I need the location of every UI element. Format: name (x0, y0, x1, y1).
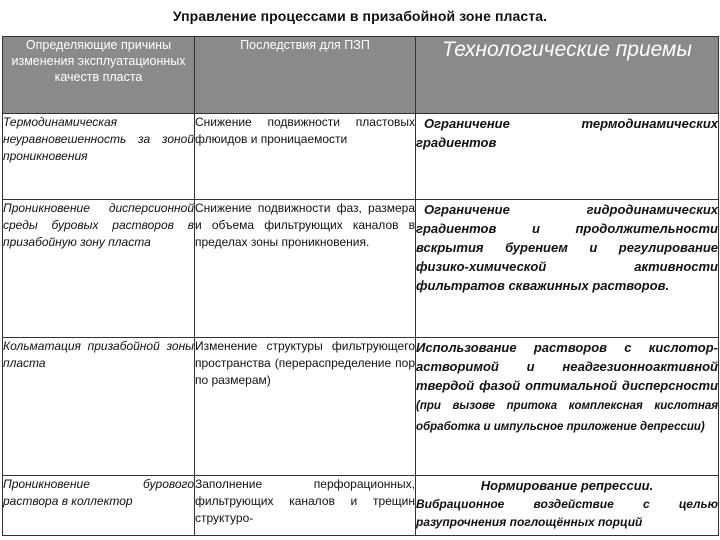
cause-cell: Проникновение дисперсионной среды буровых растворов в призабойную зону пласта (3, 200, 195, 338)
header-methods: Технологические приемы (416, 37, 719, 114)
method-text: Нормирование репрессии. (480, 478, 654, 493)
method-cell (416, 338, 719, 476)
consequence-cell: Изменение структуры фильтрующего пространства (перераспределение пор по размерам) (195, 338, 416, 476)
table-row (3, 476, 719, 536)
consequence-cell: Заполнение перфорационных, фильтрующих каналов и трещин структуро- (195, 476, 416, 536)
table-row (3, 114, 719, 200)
header-row (3, 37, 719, 114)
method-text: Ограничение термодинамических градиентов (416, 116, 718, 150)
table-row (3, 338, 719, 476)
method-text: Ограничение гидродинамических градиентов и продолжительности вскрытия бурением и регулирование физико-химической активности фильтратов скважинных растворов. (416, 202, 718, 293)
cause-cell: Кольматация призабойной зоны пласта (3, 338, 195, 476)
header-causes: Определяющие причины изменения эксплуатационных качеств пласта (3, 37, 195, 114)
consequence-cell: Снижение подвижности пластовых флюидов и проницаемости (195, 114, 416, 200)
method-cell (416, 200, 719, 338)
method-cell (416, 114, 719, 200)
method-note: Вибрационное воздействие с целью разупрочнения поглощённых порций (416, 497, 718, 529)
process-table (2, 36, 719, 536)
method-note: (при вызове притока комплексная кислотная обработка и импульсное приложение депрессии) (416, 400, 718, 433)
page-title: Управление процессами в призабойной зоне пласта. (172, 8, 548, 24)
cause-cell: Термодинамическая неуравновешенность за зоной проникновения (3, 114, 195, 200)
cause-cell: Проникновение бурового раствора в коллектор (3, 476, 195, 536)
method-cell (416, 476, 719, 536)
consequence-cell: Снижение подвижности фаз, размера и объема фильтрующих каналов в пределах зоны проникновения. (195, 200, 416, 338)
table-row (3, 200, 719, 338)
header-consequences: Последствия для ПЗП (195, 37, 416, 114)
method-text: Использование растворов с кислотор-астворимой и неадгезионноактивной твердой фазой оптимальной дисперсности (416, 340, 718, 393)
